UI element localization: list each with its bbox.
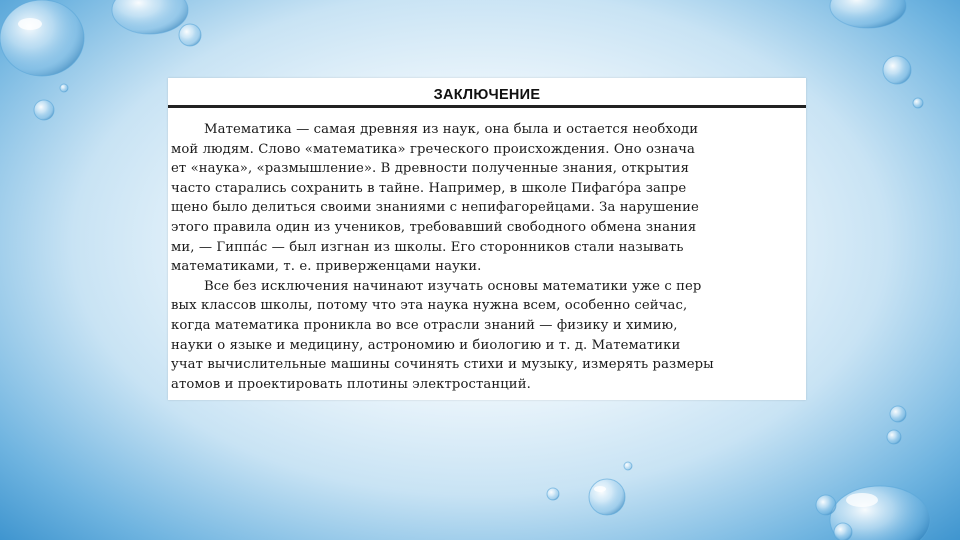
body-text [171, 120, 806, 394]
water-drop [883, 56, 911, 84]
text-line: мой людям. Слово «математика» греческого происхождения. Оно означа [171, 141, 695, 157]
text-line: этого правила один из учеников, требовавший свободного обмена знания [171, 219, 697, 235]
water-drop [0, 0, 84, 76]
text-line: вых классов школы, потому что эта наука нужна всем, особенно сейчас, [171, 298, 688, 314]
water-drop [589, 479, 625, 515]
text-line: часто старались сохранить в тайне. Например, в школе Пифагóра запре [171, 180, 687, 196]
text-line: математиками, т. е. приверженцами науки. [171, 259, 482, 275]
water-drop [547, 488, 559, 500]
water-drop [112, 0, 188, 34]
text-line: учат вычислительные машины сочинять стихи и музыку, измерять размеры [171, 357, 714, 373]
text-line: Математика — самая древняя из наук, она была и остается необходи [204, 122, 699, 137]
text-line: Все без исключения начинают изучать основы математики уже с пер [204, 278, 702, 294]
text-line: ет «наука», «размышление». В древности полученные знания, открытия [171, 161, 689, 177]
text-line: ми, — Гиппáс — был изгнан из школы. Его сторонников стали называть [171, 239, 684, 255]
water-drop [834, 523, 852, 540]
water-drop [179, 24, 201, 46]
text-line: атомов и проектировать плотины электростанций. [171, 376, 531, 392]
water-drop [816, 495, 836, 515]
water-drop [624, 462, 632, 470]
water-drop [34, 100, 54, 120]
scanned-text-page [168, 78, 806, 400]
text-line: щено было делиться своими знаниями с непифагорейцами. За нарушение [171, 200, 699, 216]
water-drop [887, 430, 901, 444]
water-drop [830, 0, 906, 28]
text-line: когда математика проникла во все отрасли знаний — физику и химию, [171, 317, 678, 333]
water-drop [913, 98, 923, 108]
water-drop [890, 406, 906, 422]
page-title: ЗАКЛЮЧЕНИЕ [433, 87, 541, 103]
title-divider [168, 105, 806, 108]
water-drop [60, 84, 68, 92]
text-line: науки о языке и медицину, астрономию и биологию и т. д. Математики [171, 337, 681, 353]
